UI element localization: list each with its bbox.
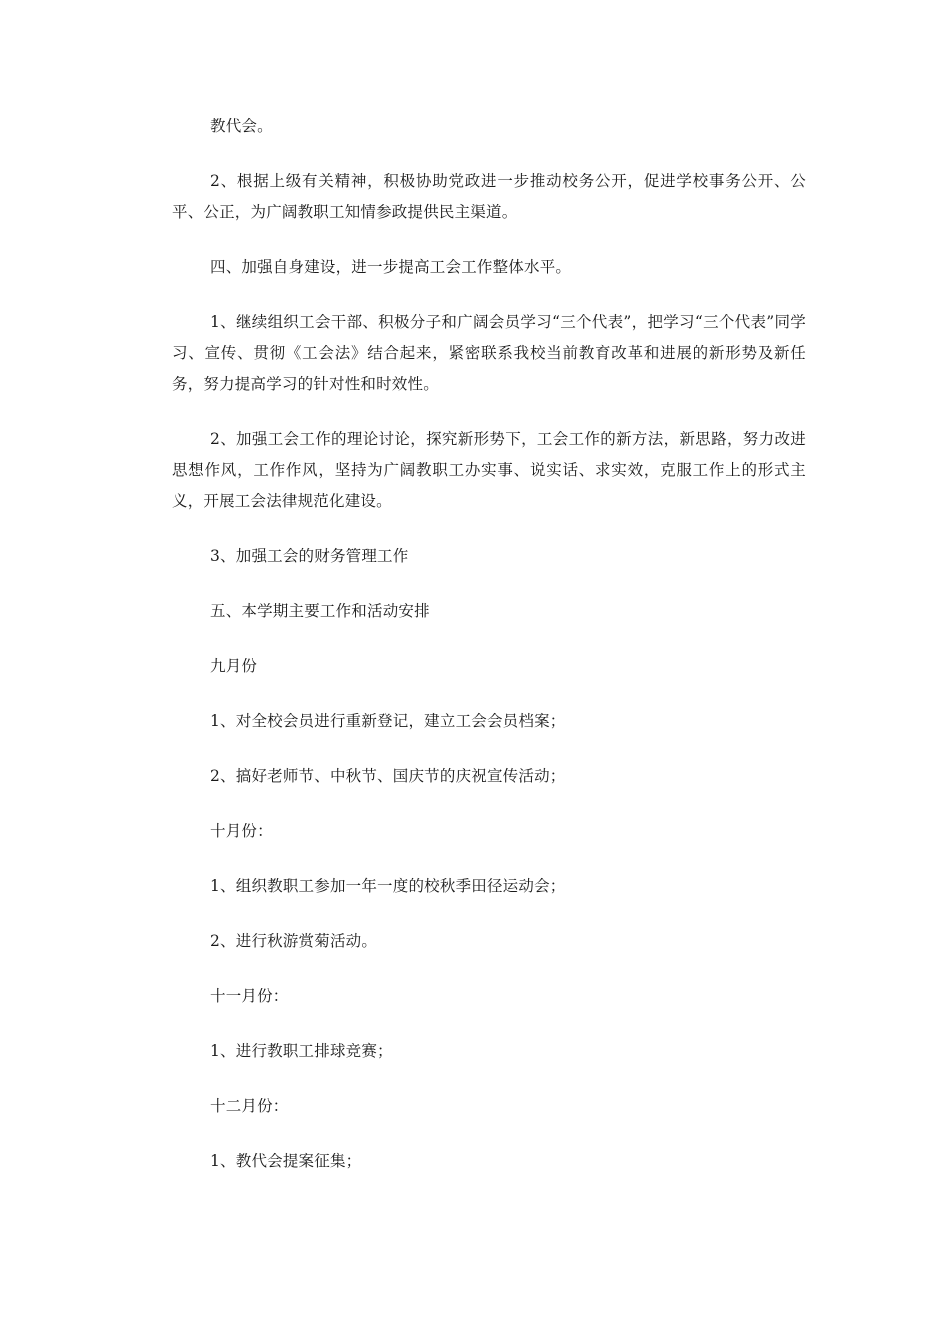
heading-october: 十月份： [210, 822, 273, 840]
heading-semester-schedule: 五、本学期主要工作和活动安排 [210, 602, 430, 620]
paragraph-affairs-openness: 2、根据上级有关精神，积极协助党政进一步推动校务公开，促进学校事务公开、公平、公正，为广阔教职工知情参政提供民主渠道。 [172, 172, 806, 221]
paragraph-theory-discussion: 2、加强工会工作的理论讨论，探究新形势下，工会工作的新方法，新思路，努力改进思想作风，工作作风，坚持为广阔教职工办实事、说实话、求实效，克服工作上的形式主义，开展工会法律规范化建设。 [172, 430, 806, 510]
item-november-1: 1、进行教职工排球竞赛； [210, 1042, 393, 1060]
heading-december: 十二月份： [210, 1097, 289, 1115]
item-october-1: 1、组织教职工参加一年一度的校秋季田径运动会； [210, 877, 566, 895]
item-september-1: 1、对全校会员进行重新登记，建立工会会员档案； [210, 712, 566, 730]
heading-self-construction: 四、加强自身建设，进一步提高工会工作整体水平。 [210, 258, 572, 276]
heading-september: 九月份 [210, 657, 258, 675]
paragraph-teachers-congress: 教代会。 [210, 117, 273, 135]
item-december-1: 1、教代会提案征集； [210, 1152, 362, 1170]
paragraph-study-organization: 1、继续组织工会干部、积极分子和广阔会员学习“三个代表”，把学习“三个代表”同学习、宣传、贯彻《工会法》结合起来，紧密联系我校当前教育改革和进展的新形势及新任务，努力提高学习的针对性和时效性。 [172, 313, 806, 393]
item-october-2: 2、进行秋游赏菊活动。 [210, 932, 378, 950]
item-september-2: 2、搞好老师节、中秋节、国庆节的庆祝宣传活动； [210, 767, 566, 785]
document-body [172, 111, 806, 1177]
paragraph-finance-management: 3、加强工会的财务管理工作 [210, 547, 409, 565]
heading-november: 十一月份： [210, 987, 289, 1005]
